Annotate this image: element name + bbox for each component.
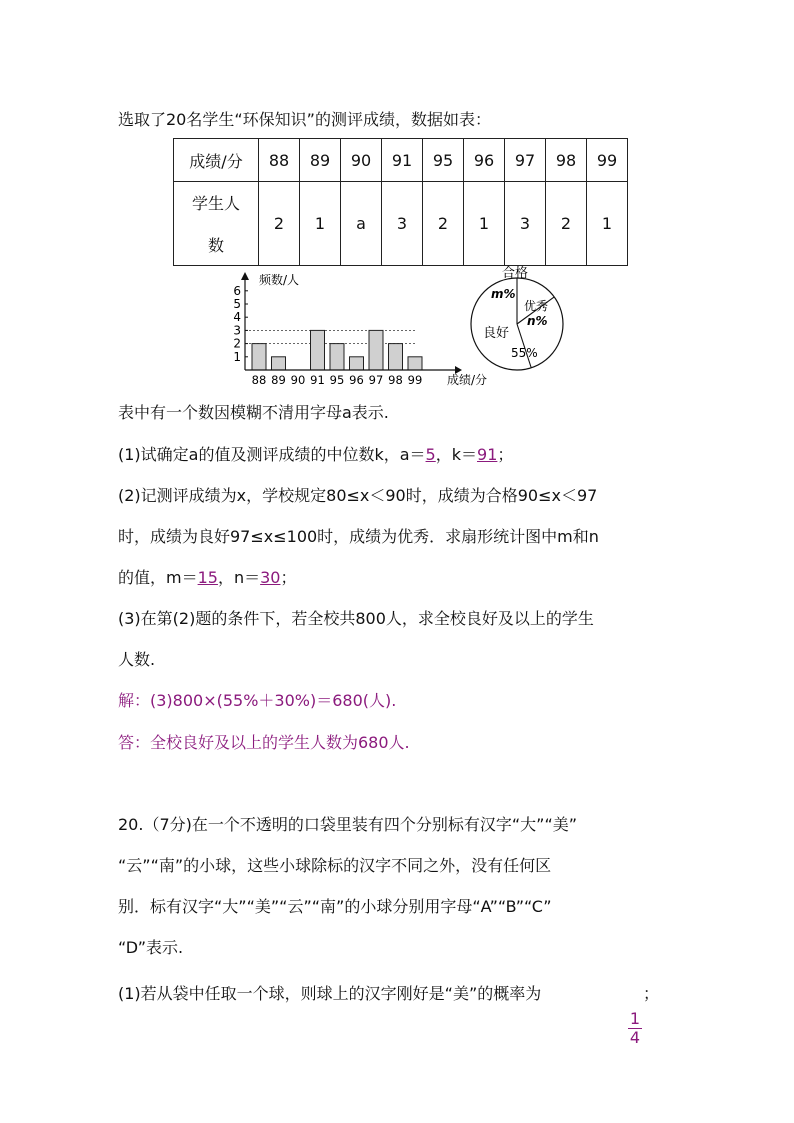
score-cell: 95 xyxy=(423,139,464,182)
pie-label-good: 良好 xyxy=(483,326,510,341)
q2-text-b: ，n＝ xyxy=(217,568,261,587)
fraction-numerator: 1 xyxy=(629,1009,641,1028)
count-cell: 3 xyxy=(382,182,423,266)
y-tick-label: 6 xyxy=(233,283,241,298)
answer-n: 30 xyxy=(260,568,281,587)
pie-label-m: m% xyxy=(491,287,516,301)
count-label xyxy=(174,182,259,266)
q20-line-1: 20.（7分)在一个不透明的口袋里装有四个分别标有汉字“大”“美” xyxy=(118,815,578,834)
count-cell: 2 xyxy=(259,182,300,266)
bar-97 xyxy=(369,330,383,370)
question-2-line1: (2)记测评成绩为x，学校规定80≤x＜90时，成绩为合格90≤x＜97 xyxy=(118,486,598,505)
bar-96 xyxy=(350,357,364,370)
question-1 xyxy=(118,445,513,465)
y-axis-arrow xyxy=(241,272,249,280)
x-tick-label: 98 xyxy=(388,373,403,387)
pie-label-excellent: 优秀 xyxy=(524,299,549,313)
score-cell: 98 xyxy=(546,139,587,182)
q20-line-5: (1)若从袋中任取一个球，则球上的汉字刚好是“美”的概率为 xyxy=(118,984,542,1003)
x-tick-label: 88 xyxy=(251,373,267,387)
table-row xyxy=(174,182,628,266)
probability-fraction xyxy=(628,1010,642,1047)
y-axis-label: 频数/人 xyxy=(259,273,300,287)
bar-91 xyxy=(311,330,325,370)
bar-99 xyxy=(408,357,422,370)
count-label-line1: 学生人 xyxy=(191,194,240,213)
x-tick-label: 91 xyxy=(310,373,325,387)
answer-a: 5 xyxy=(425,445,436,464)
answer-k: 91 xyxy=(477,445,498,464)
score-cell: 96 xyxy=(464,139,505,182)
count-cell: 2 xyxy=(423,182,464,266)
count-cell: 1 xyxy=(300,182,341,266)
pie-label-pass: 合格 xyxy=(502,266,529,281)
q1-text: (1)试确定a的值及测评成绩的中位数k，a＝ xyxy=(118,445,426,464)
q20-line-4: “D”表示. xyxy=(118,938,184,957)
q20-line-2: “云”“南”的小球，这些小球除标的汉字不同之外，没有任何区 xyxy=(118,856,552,875)
x-tick-label: 90 xyxy=(290,373,306,387)
bar-95 xyxy=(330,344,344,370)
q20-line-3: 别．标有汉字“大”“美”“云”“南”的小球分别用字母“A”“B”“C” xyxy=(118,897,552,916)
answer-line: 答：全校良好及以上的学生人数为680人. xyxy=(118,733,410,752)
y-tick-label: 3 xyxy=(233,323,241,338)
x-tick-label: 99 xyxy=(407,373,423,387)
y-tick-label: 4 xyxy=(233,310,241,325)
count-cell: 2 xyxy=(546,182,587,266)
count-cell: 3 xyxy=(505,182,546,266)
score-cell: 91 xyxy=(382,139,423,182)
bar-98 xyxy=(389,344,403,370)
pie-label-n: n% xyxy=(527,314,548,328)
table-row xyxy=(174,139,628,182)
q2-text-c: ； xyxy=(280,568,297,587)
pie-chart xyxy=(465,262,570,384)
y-tick-label: 1 xyxy=(233,349,241,364)
question-2-line2: 时，成绩为良好97≤x≤100时，成绩为优秀．求扇形统计图中m和n xyxy=(118,527,599,546)
x-tick-label: 89 xyxy=(271,373,286,387)
x-tick-label: 96 xyxy=(349,373,364,387)
question-3-line1: (3)在第(2)题的条件下，若全校共800人，求全校良好及以上的学生 xyxy=(118,609,594,628)
score-cell: 99 xyxy=(587,139,628,182)
score-cell: 88 xyxy=(259,139,300,182)
y-tick-label: 2 xyxy=(233,336,241,351)
pie-label-good-pct: 55% xyxy=(511,346,538,360)
x-axis-label: 成绩/分 xyxy=(447,373,488,387)
y-tick-label: 5 xyxy=(233,297,241,311)
count-cell: a xyxy=(341,182,382,266)
bar-88 xyxy=(252,344,266,370)
score-cell: 90 xyxy=(341,139,382,182)
q1-text-c: ； xyxy=(497,445,514,464)
fraction-tail: ； xyxy=(643,984,660,1003)
score-table xyxy=(173,138,628,266)
count-label-line2: 数 xyxy=(207,236,224,255)
bar-89 xyxy=(272,357,286,370)
count-cell: 1 xyxy=(587,182,628,266)
question-3-line2: 人数. xyxy=(118,650,156,669)
frequency-bar-chart xyxy=(225,268,495,393)
solution-line: 解：(3)800×(55%＋30%)＝680(人). xyxy=(118,691,397,710)
text-line-1: 表中有一个数因模糊不清用字母a表示. xyxy=(118,403,389,422)
x-tick-label: 95 xyxy=(329,373,345,387)
x-tick-label: 97 xyxy=(368,373,384,387)
count-cell: 1 xyxy=(464,182,505,266)
score-cell: 97 xyxy=(505,139,546,182)
fraction-denominator: 4 xyxy=(629,1028,641,1047)
score-cell: 89 xyxy=(300,139,341,182)
q2-text: 的值，m＝ xyxy=(118,568,198,587)
intro-text: 选取了20名学生“环保知识”的测评成绩，数据如表： xyxy=(118,110,491,129)
table-header-label: 成绩/分 xyxy=(174,139,259,182)
question-2-line3 xyxy=(118,568,296,588)
q1-text-b: ，k＝ xyxy=(435,445,478,464)
answer-m: 15 xyxy=(197,568,218,587)
